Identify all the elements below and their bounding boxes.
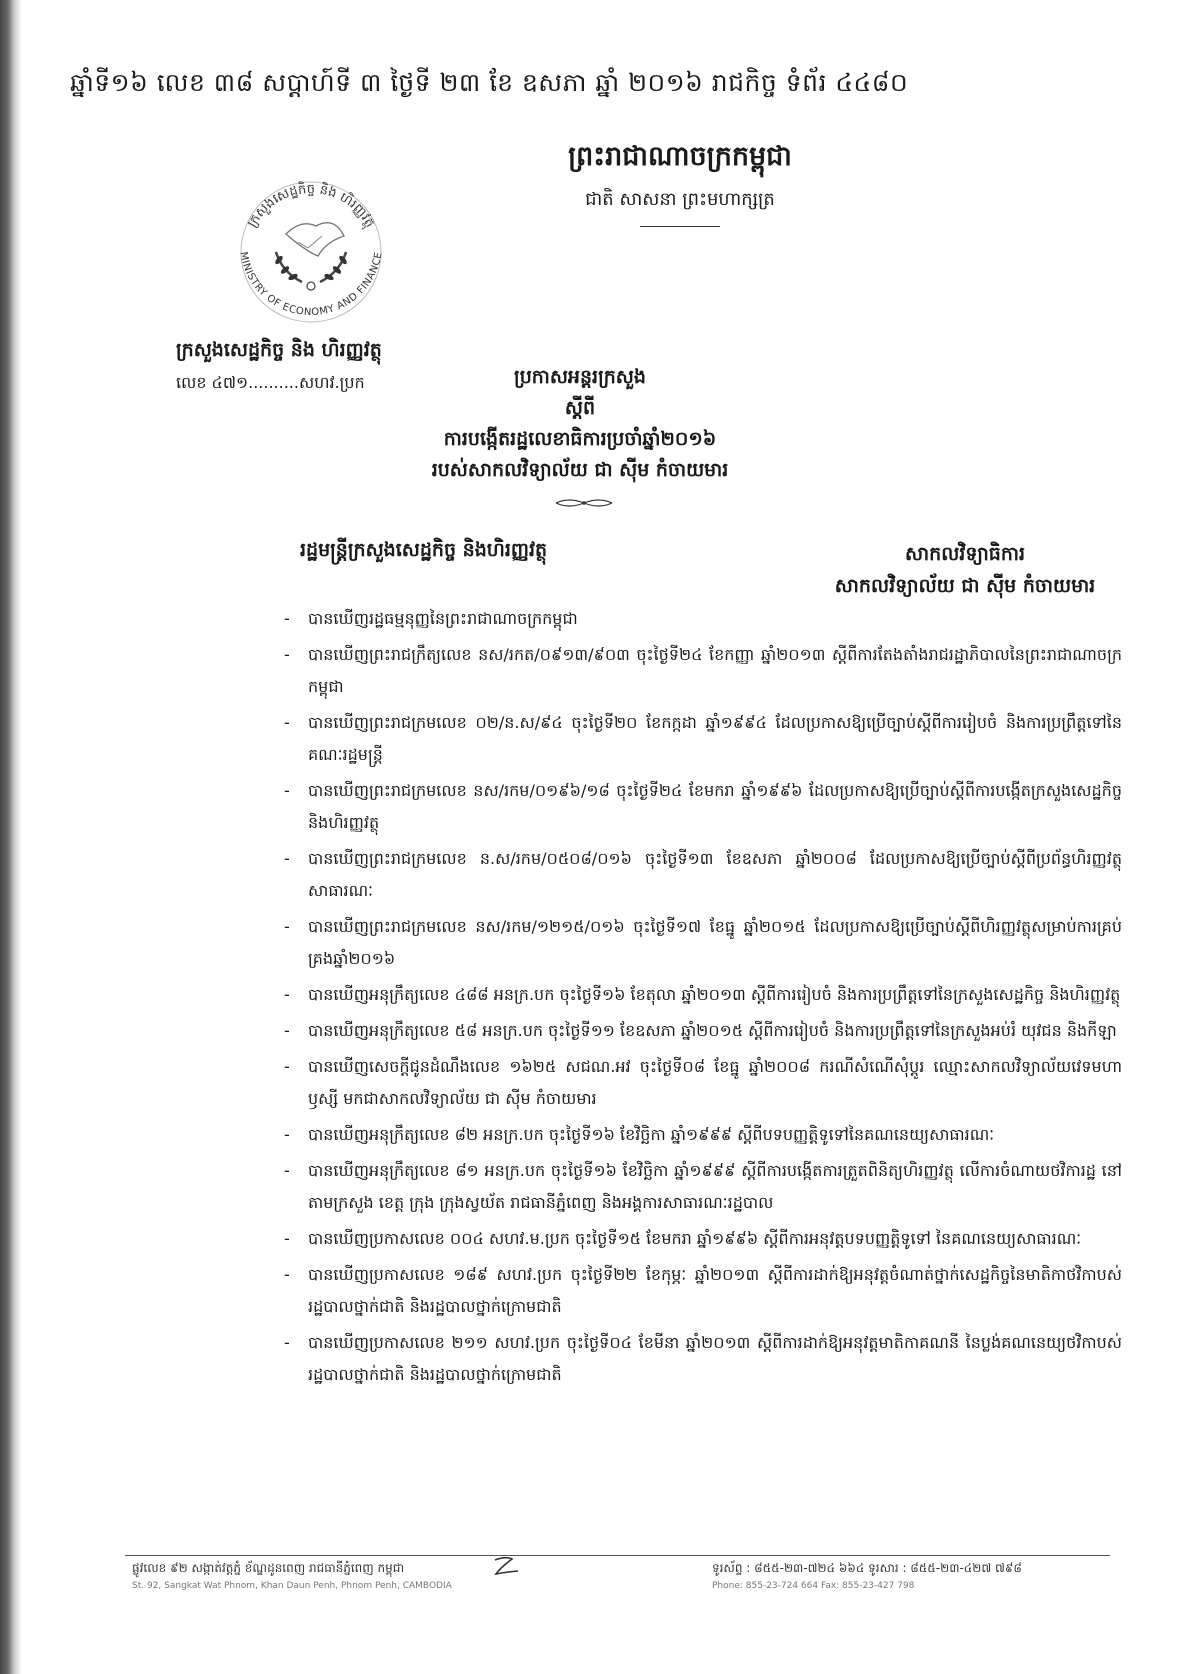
- title-line-2: ស្តីពី: [564, 397, 596, 419]
- kingdom-name: ព្រះរាជាណាចក្រកម្ពុជា: [568, 141, 792, 172]
- ministry-name: ក្រសួងសេដ្ឋកិច្ច និង ហិរញ្ញវត្ថុ: [176, 339, 382, 361]
- kingdom-heading: [470, 140, 890, 227]
- clause-item: - បានឃើញសេចក្តីជូនដំណឹងលេខ ១៦២៥ សជណ.អវ ចុះថ្ងៃទី០៨ ខែធ្នូ ឆ្នាំ២០០៨ ករណីសំណើសុំប្តូរ ឈ្មោះសាកលវិទ្យាល័យវេទមហាឫស្សី មកជាសាកលវិទ្យាល័យ ជា ស៊ីម កំចាយមារ: [282, 1051, 1122, 1115]
- seal-english-text: MINISTRY OF ECONOMY AND FINANCE: [237, 250, 385, 319]
- gazette-header: ឆ្នាំទី១៦ លេខ ៣៨ សប្តាហ៍ទី ៣ ថ្ងៃទី ២៣ ខែ ឧសភា ឆ្នាំ ២០១៦ រាជកិច្ច ទំព័រ ៤៤៨០: [70, 68, 909, 97]
- title-line-1: ប្រកាសអន្តរក្រសួង: [514, 366, 646, 388]
- clause-item: - បានឃើញប្រកាសលេខ ០០៤ សហវ.ម.ប្រក ចុះថ្ងៃទី១៥ ខែមករា ឆ្នាំ១៩៩៦ ស្តីពីការអនុវត្តបទបញ្ញត្តិទូទៅ នៃគណនេយ្យសាធារណៈ: [282, 1223, 1122, 1255]
- clause-item: - បានឃើញអនុក្រឹត្យលេខ ៥៨ អនក្រ.បក ចុះថ្ងៃទី១១ ខែឧសភា ឆ្នាំ២០១៥ ស្តីពីការរៀបចំ និងការប្រព្រឹត្តទៅនៃក្រសួងអប់រំ យុវជន និងកីឡា: [282, 1015, 1122, 1047]
- kingdom-motto: ជាតិ សាសនា ព្រះមហាក្សត្រ: [585, 189, 775, 210]
- footer-address-khmer: ផ្លូវលេខ ៩២ សង្កាត់វត្តភ្នំ ខ័ណ្ឌដូនពេញ រាជធានីភ្នំពេញ កម្ពុជា: [132, 1561, 405, 1575]
- footer-address-english: St. 92, Sangkat Wat Phnom, Khan Daun Penh, Phnom Penh, CAMBODIA: [132, 1581, 452, 1591]
- footer-contact-english: Phone: 855-23-724 664 Fax: 855-23-427 798: [712, 1581, 915, 1591]
- clause-item: - បានឃើញអនុក្រឹត្យលេខ ៤៨៨ អនក្រ.បក ចុះថ្ងៃទី១៦ ខែតុលា ឆ្នាំ២០១៣ ស្តីពីការរៀបចំ និងការប្រព្រឹត្តទៅនៃក្រសួងសេដ្ឋកិច្ច និងហិរញ្ញវត្ថុ: [282, 979, 1122, 1011]
- ministry-seal-logo: [226, 164, 396, 334]
- document-title: [330, 362, 830, 486]
- signatory-rector-title: សាកលវិទ្យាធិការ: [905, 543, 1025, 565]
- signatory-rector-university: សាកលវិទ្យាល័យ ជា ស៊ីម កំចាយមារ: [834, 575, 1096, 597]
- clause-item: - បានឃើញអនុក្រឹត្យលេខ ៨១ អនក្រ.បក ចុះថ្ងៃទី១៦ ខែវិច្ឆិកា ឆ្នាំ១៩៩៩ ស្តីពីការបង្កើតការត្រួតពិនិត្យហិរញ្ញវត្ថុ លើការចំណាយថវិការដ្ឋ នៅតាមក្រសួង ខេត្ត ក្រុង ក្រុងស្វយ័ត រាជធានីភ្នំពេញ និងអង្គការសាធារណៈរដ្ឋបាល: [282, 1155, 1122, 1219]
- motto-divider: [640, 226, 720, 227]
- clause-item: - បានឃើញប្រកាសលេខ ២១១ សហវ.ប្រក ចុះថ្ងៃទី០៤ ខែមីនា ឆ្នាំ២០១៣ ស្តីពីការដាក់ឱ្យអនុវត្តមាតិកាគណនី នៃប្លង់គណនេយ្យថវិកាបស់រដ្ឋបាលថ្នាក់ជាតិ និងរដ្ឋបាលថ្នាក់ក្រោមជាតិ: [282, 1327, 1122, 1391]
- clause-item: - បានឃើញអនុក្រឹត្យលេខ ៨២ អនក្រ.បក ចុះថ្ងៃទី១៦ ខែវិច្ឆិកា ឆ្នាំ១៩៩៩ ស្តីពីបទបញ្ញត្តិទូទៅនៃគណនេយ្យសាធារណៈ: [282, 1119, 1122, 1151]
- title-line-4: របស់សាកលវិទ្យាល័យ ជា ស៊ីម កំចាយមារ: [431, 459, 729, 481]
- handwritten-mark: [492, 1554, 520, 1578]
- scan-edge-shadow: [0, 0, 22, 1674]
- title-ornament: [554, 497, 614, 509]
- seal-khmer-text: ក្រសួងសេដ្ឋកិច្ច និង ហិរញ្ញវត្ថុ: [244, 181, 378, 231]
- clause-item: - បានឃើញព្រះរាជក្រឹត្យលេខ នស/រកត/០៩១៣/៩០៣ ចុះថ្ងៃទី២៤ ខែកញ្ញា ឆ្នាំ២០១៣ ស្តីពីការតែងតាំងរាជរដ្ឋាភិបាលនៃព្រះរាជាណាចក្រកម្ពុជា: [282, 639, 1122, 703]
- clause-item: - បានឃើញព្រះរាជក្រមលេខ នស/រកម/០១៩៦/១៨ ចុះថ្ងៃទី២៤ ខែមករា ឆ្នាំ១៩៩៦ ដែលប្រកាសឱ្យប្រើច្បាប់ស្តីពីការបង្កើតក្រសួងសេដ្ឋកិច្ច និងហិរញ្ញវត្ថុ: [282, 775, 1122, 839]
- clause-item: - បានឃើញព្រះរាជក្រមលេខ ន.ស/រកម/០៥០៨/០១៦ ចុះថ្ងៃទី១៣ ខែឧសភា ឆ្នាំ២០០៨ ដែលប្រកាសឱ្យប្រើច្បាប់ស្តីពីប្រព័ន្ធហិរញ្ញវត្ថុសាធារណៈ: [282, 843, 1122, 907]
- clause-item: - បានឃើញព្រះរាជក្រមលេខ ០២/ន.ស/៩៤ ចុះថ្ងៃទី២០ ខែកក្កដា ឆ្នាំ១៩៩៤ ដែលប្រកាសឱ្យប្រើច្បាប់ស្តីពីការរៀបចំ និងការប្រព្រឹត្តទៅនៃគណៈរដ្ឋមន្ត្រី: [282, 707, 1122, 771]
- ministry-ref-number: លេខ ៤៧១..........សហវ.ប្រក: [176, 373, 365, 392]
- svg-text:ក្រសួងសេដ្ឋកិច្ច និង ហិរញ្ញវត្: [245, 180, 377, 231]
- clause-item: - បានឃើញរដ្ឋធម្មនុញ្ញនៃព្រះរាជាណាចក្រកម្ពុជា: [282, 603, 1122, 635]
- clause-item: - បានឃើញប្រកាសលេខ ១៨៩ សហវ.ប្រក ចុះថ្ងៃទី២២ ខែកុម្ភៈ ឆ្នាំ២០១៣ ស្តីពីការដាក់ឱ្យអនុវត្តចំណាត់ថ្នាក់សេដ្ឋកិច្ចនៃមាតិកាថវិកាបស់រដ្ឋបាលថ្នាក់ជាតិ និងរដ្ឋបាលថ្នាក់ក្រោមជាតិ: [282, 1259, 1122, 1323]
- footer-contact: [712, 1560, 1022, 1591]
- svg-text:MINISTRY OF ECONOMY AND FINANC: [237, 251, 384, 318]
- clause-item: - បានឃើញព្រះរាជក្រមលេខ នស/រកម/១២១៥/០១៦ ចុះថ្ងៃទី១៧ ខែធ្នូ ឆ្នាំ២០១៥ ដែលប្រកាសឱ្យប្រើច្បាប់ស្តីពីហិរញ្ញវត្ថុសម្រាប់ការគ្រប់គ្រងឆ្នាំ២០១៦: [282, 911, 1122, 975]
- signatory-minister: រដ្ឋមន្ត្រីក្រសួងសេដ្ឋកិច្ច និងហិរញ្ញវត្ថុ: [300, 539, 548, 561]
- title-line-3: ការបង្កើតរដ្ឋលេខាធិការប្រចាំឆ្នាំ២០១៦: [443, 428, 717, 450]
- footer-contact-khmer: ទូរស័ព្ទ : ៨៥៥-២៣-៧២៤ ៦៦៤ ទូរសារ : ៨៥៥-២៣-៤២៧ ៧៩៨: [712, 1561, 1022, 1575]
- footer-address: [132, 1560, 452, 1591]
- preamble-clauses: [282, 603, 1122, 1395]
- signatory-rector: [820, 538, 1110, 602]
- footer-divider: [125, 1555, 1110, 1556]
